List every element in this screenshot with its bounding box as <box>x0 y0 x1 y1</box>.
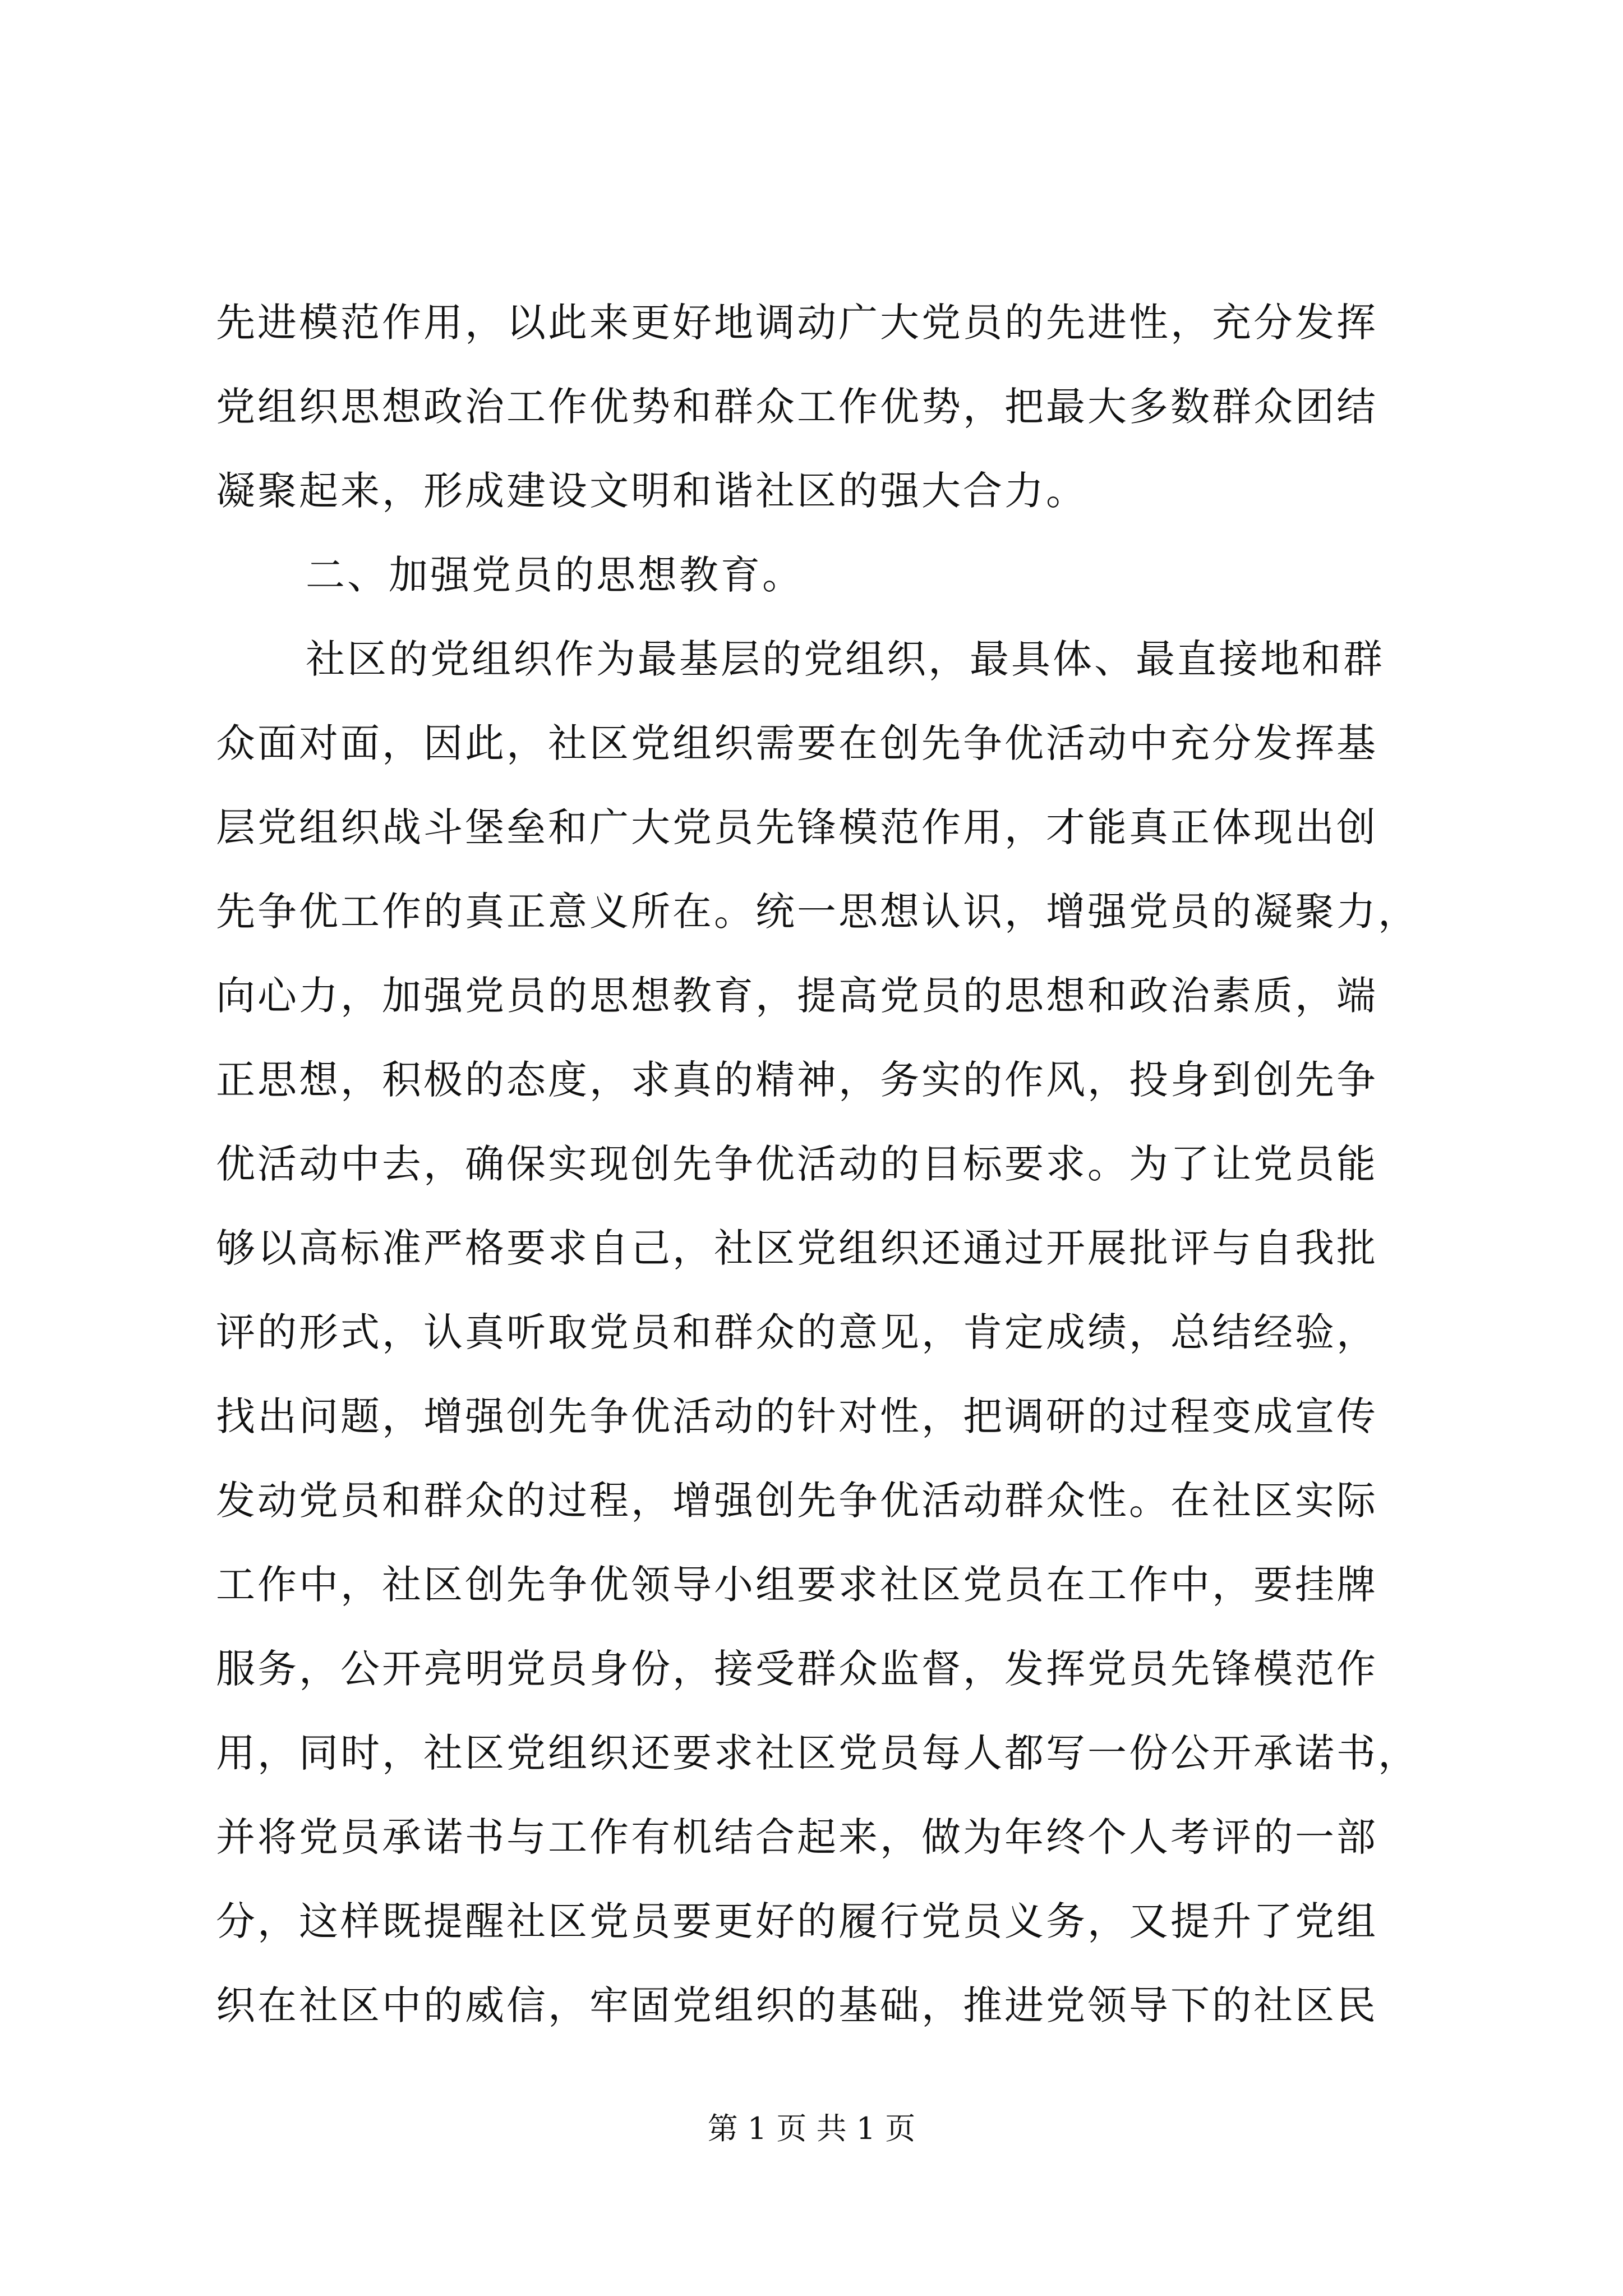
body-line-10: 正思想，积极的态度，求真的精神，务实的作风，投身到创先争 <box>216 1057 1378 1103</box>
body-line-18: 用，同时，社区党组织还要求社区党员每人都写一份公开承诺书， <box>216 1730 1419 1776</box>
section-heading: 二、加强党员的思想教育。 <box>306 552 804 598</box>
body-line-20: 分，这样既提醒社区党员要更好的履行党员义务，又提升了党组 <box>216 1898 1378 1944</box>
body-line-5: 社区的党组织作为最基层的党组织，最具体、最直接地和群 <box>306 636 1385 682</box>
body-line-15: 发动党员和群众的过程，增强创先争优活动群众性。在社区实际 <box>216 1478 1378 1524</box>
page-footer: 第 1 页 共 1 页 <box>707 2111 916 2146</box>
body-line-14: 找出问题，增强创先争优活动的针对性，把调研的过程变成宣传 <box>216 1393 1378 1439</box>
body-line-13: 评的形式，认真听取党员和群众的意见，肯定成绩，总结经验， <box>216 1309 1378 1355</box>
body-line-7: 层党组织战斗堡垒和广大党员先锋模范作用，才能真正体现出创 <box>216 804 1378 850</box>
body-line-2: 党组织思想政治工作优势和群众工作优势，把最大多数群众团结 <box>216 384 1378 430</box>
body-line-9: 向心力，加强党员的思想教育，提高党员的思想和政治素质，端 <box>216 973 1378 1019</box>
body-line-1: 先进模范作用，以此来更好地调动广大党员的先进性，充分发挥 <box>216 300 1378 346</box>
body-line-12: 够以高标准严格要求自己，社区党组织还通过开展批评与自我批 <box>216 1225 1378 1271</box>
body-line-6: 众面对面，因此，社区党组织需要在创先争优活动中充分发挥基 <box>216 720 1378 766</box>
body-line-3: 凝聚起来，形成建设文明和谐社区的强大合力。 <box>216 468 1087 514</box>
body-line-11: 优活动中去，确保实现创先争优活动的目标要求。为了让党员能 <box>216 1141 1378 1187</box>
body-line-21: 织在社区中的威信，牢固党组织的基础，推进党领导下的社区民 <box>216 1982 1378 2028</box>
body-line-16: 工作中，社区创先争优领导小组要求社区党员在工作中，要挂牌 <box>216 1562 1378 1608</box>
body-line-19: 并将党员承诺书与工作有机结合起来，做为年终个人考评的一部 <box>216 1814 1378 1860</box>
body-line-8: 先争优工作的真正意义所在。统一思想认识，增强党员的凝聚力， <box>216 889 1419 935</box>
body-line-17: 服务，公开亮明党员身份，接受群众监督，发挥党员先锋模范作 <box>216 1646 1378 1692</box>
